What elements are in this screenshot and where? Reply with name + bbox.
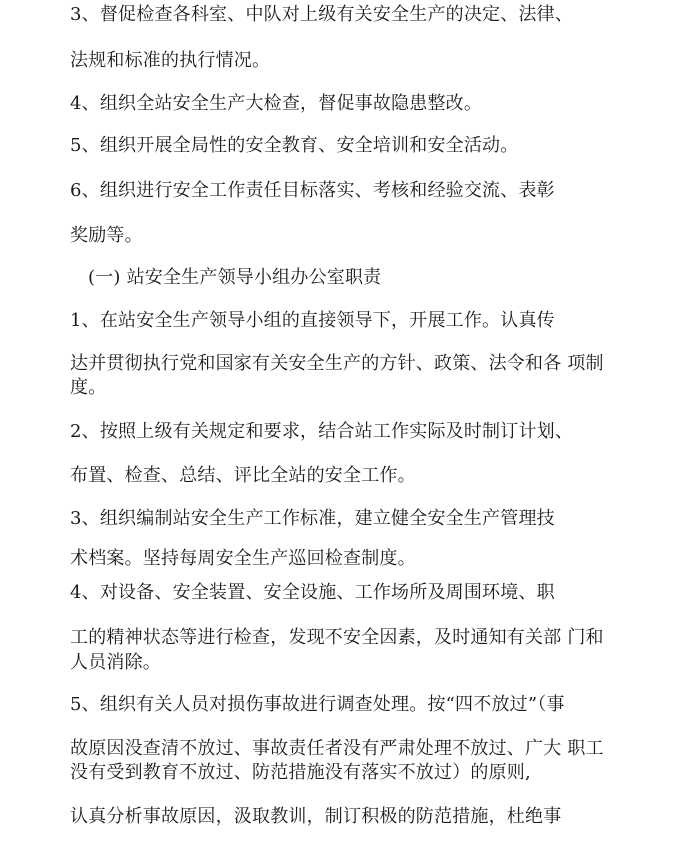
text-line: 3、督促检查各科室、中队对上级有关安全生产的决定、法律、: [70, 4, 574, 25]
text-line: 故原因没查清不放过、事故责任者没有严肃处理不放过、广大 职工: [70, 738, 604, 759]
text-line: 3、组织编制站安全生产工作标准，建立健全安全生产管理技: [70, 508, 555, 529]
text-line: 4、组织全站安全生产大检查，督促事故隐患整改。: [70, 93, 483, 114]
text-line: 术档案。坚持每周安全生产巡回检查制度。: [70, 548, 416, 569]
text-line: 法规和标准的执行情况。: [70, 50, 271, 71]
text-line: 度。: [70, 377, 107, 398]
text-line: 没有受到教育不放过、防范措施没有落实不放过）的原则,: [70, 762, 531, 783]
text-line: 6、组织进行安全工作责任目标落实、考核和经验交流、表彰: [70, 180, 555, 201]
text-line: 工的精神状态等进行检查，发现不安全因素，及时通知有关部 门和: [70, 627, 604, 648]
text-line: 布置、检查、总结、评比全站的安全工作。: [70, 465, 416, 486]
text-line: 认真分析事故原因，汲取教训，制订积极的防范措施，杜绝事: [70, 806, 562, 827]
text-line: 达并贯彻执行党和国家有关安全生产的方针、政策、法令和各 项制: [70, 353, 604, 374]
section-heading: (一) 站安全生产领导小组办公室职责: [88, 267, 382, 288]
text-line: 人员消除。: [70, 652, 161, 673]
text-line: 奖励等。: [70, 225, 143, 246]
text-line: 2、按照上级有关规定和要求，结合站工作实际及时制订计划、: [70, 421, 574, 442]
text-line: 5、组织开展全局性的安全教育、安全培训和安全活动。: [70, 135, 519, 156]
text-line: 4、对设备、安全装置、安全设施、工作场所及周围环境、职: [70, 582, 555, 603]
text-line: 5、组织有关人员对损伤事故进行调查处理。按“四不放过”（事: [70, 694, 565, 715]
text-line: 1、在站安全生产领导小组的直接领导下，开展工作。认真传: [70, 310, 555, 331]
